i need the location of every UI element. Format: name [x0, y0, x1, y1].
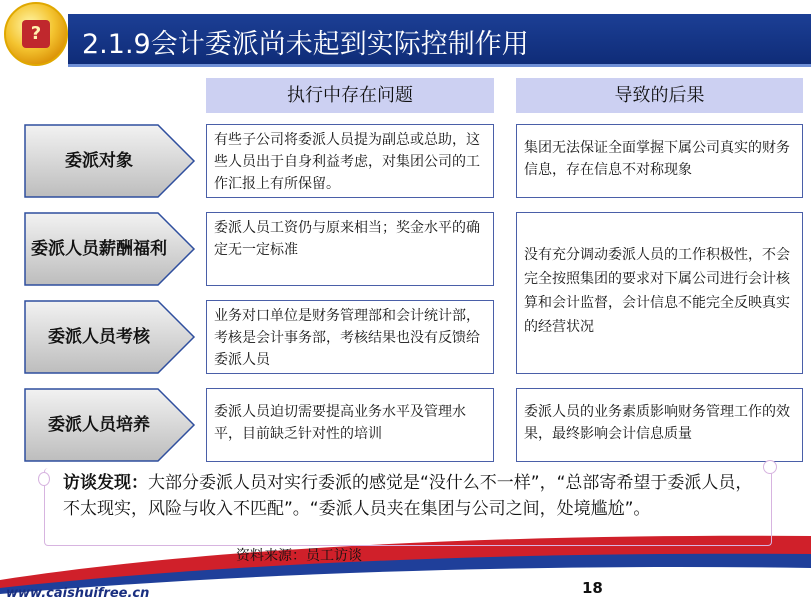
problem-box: 委派人员迫切需要提高业务水平及管理水平，目前缺乏针对性的培训 [206, 388, 494, 462]
problem-box: 委派人员工资仍与原来相当；奖金水平的确定无一定标准 [206, 212, 494, 286]
row-label-chevron [24, 124, 196, 198]
row-label-chevron [24, 212, 196, 286]
row-label-chevron [24, 300, 196, 374]
page-number: 18 [582, 579, 603, 597]
consequence-box: 委派人员的业务素质影响财务管理工作的效果，最终影响会计信息质量 [516, 388, 803, 462]
logo-mark-icon: ? [22, 20, 50, 48]
interview-findings-scroll [44, 468, 772, 546]
slide-title: 2.1.9会计委派尚未起到实际控制作用 [82, 29, 529, 60]
company-logo [4, 2, 68, 66]
findings-text [63, 470, 763, 522]
row-label: 委派人员考核 [48, 327, 150, 347]
scroll-curl-icon [763, 460, 777, 474]
column-header-consequences: 导致的后果 [516, 78, 803, 113]
source-note: 资料来源：员工访谈 [236, 548, 362, 564]
row-label-chevron [24, 388, 196, 462]
title-underline [68, 64, 811, 67]
merged-consequence-box: 没有充分调动委派人员的工作积极性，不会完全按照集团的要求对下属公司进行会计核算和会计监督，会计信息不能完全反映真实的经营状况 [516, 212, 803, 374]
slide-header [0, 0, 811, 70]
problem-box: 有些子公司将委派人员提为副总或总助，这些人员出于自身利益考虑，对集团公司的工作汇报上有所保留。 [206, 124, 494, 198]
consequence-box: 集团无法保证全面掌握下属公司真实的财务信息，存在信息不对称现象 [516, 124, 803, 198]
row-label: 委派人员薪酬福利 [31, 239, 167, 259]
column-header-problems: 执行中存在问题 [206, 78, 494, 113]
row-label: 委派人员培养 [48, 415, 150, 435]
scroll-curl-icon [38, 472, 50, 486]
findings-label: 访谈发现： [63, 473, 148, 493]
title-bar [68, 14, 811, 64]
findings-body: 大部分委派人员对实行委派的感觉是“没什么不一样”，“总部寄希望于委派人员，不太现实，风险与收入不匹配”。“委派人员夹在集团与公司之间，处境尴尬”。 [63, 473, 753, 519]
problem-box: 业务对口单位是财务管理部和会计统计部，考核是会计事务部，考核结果也没有反馈给委派人员 [206, 300, 494, 374]
footer-website: www.caishuifree.cn [6, 586, 150, 601]
row-label: 委派对象 [65, 151, 133, 171]
